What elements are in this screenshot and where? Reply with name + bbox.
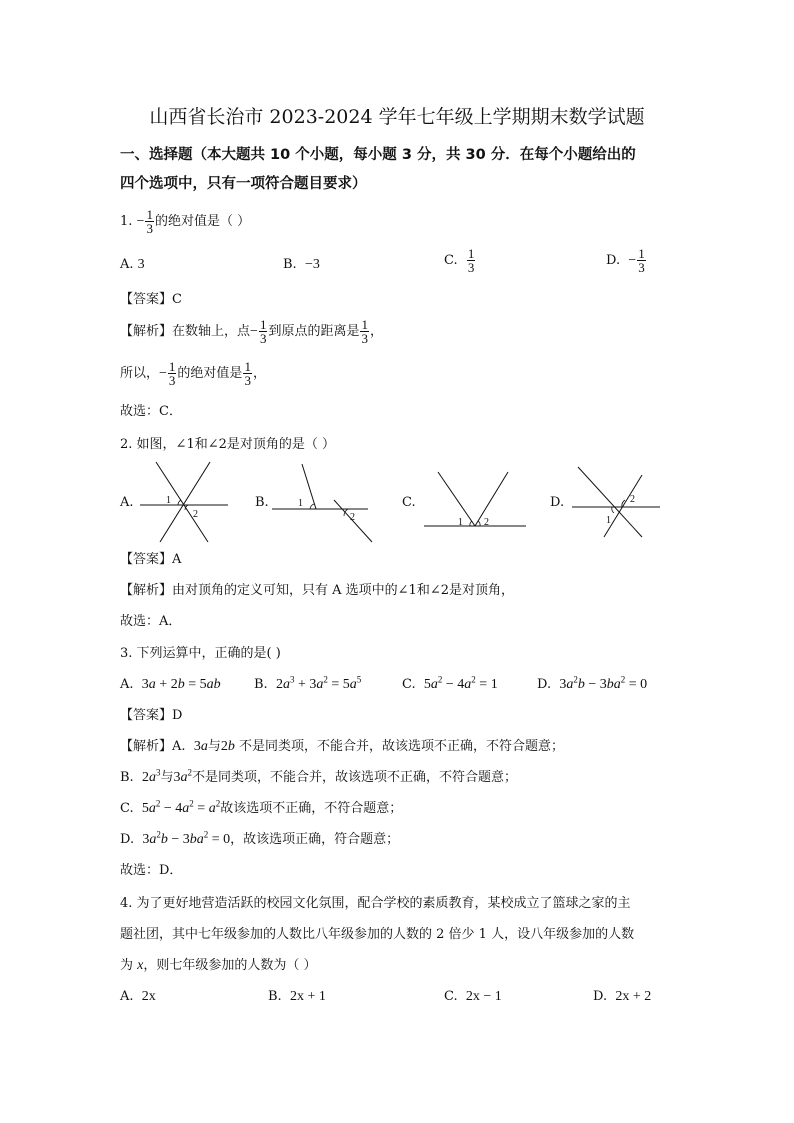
- q2-diagram-b: [272, 462, 374, 544]
- q3-stem: 3. 下列运算中，正确的是( ): [120, 646, 281, 661]
- q1-stem: [120, 208, 250, 235]
- svg-text:1: 1: [298, 498, 303, 509]
- q2-option-c-label: C.: [402, 495, 416, 510]
- q1-option-b: B. −3: [283, 257, 320, 272]
- q2-diagram-a: [138, 460, 230, 544]
- q1-option-d-fraction: $\frac{1}{3}$: [638, 246, 645, 275]
- q3-analysis-d: D. $3a^2b - 3ba^2 = 0$，故该选项正确，符合题意；: [120, 829, 400, 847]
- q1-stem-text: 的绝对值是（ ）: [154, 214, 251, 229]
- q1-analysis-line2: 所以，− $\frac{1}{3}$ 的绝对值是 $\frac{1}{3}$ ，: [120, 359, 266, 388]
- q2-option-b-label: B.: [255, 495, 269, 510]
- q2-conclusion: 故选：A．: [120, 614, 182, 629]
- svg-text:1: 1: [166, 495, 171, 506]
- q1-analysis-line1: 【解析】在数轴上，点− $\frac{1}{3}$ 到原点的距离是 $\frac{1}{3}$ ，: [120, 317, 383, 346]
- q4-stem-line3: 为 x，则七年级参加的人数为（ ）: [120, 958, 317, 973]
- q1-minus: −: [136, 214, 145, 229]
- section-heading-line1: 一、选择题（本大题共 10 个小题，每小题 3 分，共 30 分．在每个小题给出的: [120, 147, 636, 163]
- svg-text:2: 2: [630, 494, 635, 505]
- q1-option-c-fraction: $\frac{1}{3}$: [467, 246, 475, 275]
- q4-stem-line2: 题社团，其中七年级参加的人数比八年级参加的人数的 2 倍少 1 人，设八年级参加的人数: [120, 927, 635, 942]
- q2-answer: 【答案】A: [120, 552, 182, 567]
- q1-option-d: D. − $\frac{1}{3}$: [606, 246, 645, 275]
- q3-analysis-c: C. $5a^2 - 4a^2 = a^2$故该选项不正确，不符合题意；: [120, 798, 403, 816]
- svg-text:1: 1: [606, 515, 611, 526]
- section-heading-line2: 四个选项中，只有一项符合题目要求）: [120, 176, 367, 192]
- q4-option-d: D. 2x + 2: [593, 989, 652, 1004]
- q1-option-c: C. $\frac{1}{3}$: [444, 246, 475, 275]
- q2-diagram-d: [570, 465, 662, 545]
- svg-text:2: 2: [484, 517, 489, 528]
- q2-stem: 2. 如图，∠1和∠2是对顶角的是（ ）: [120, 437, 336, 452]
- q1-fraction: $\frac{1}{3}$: [146, 207, 153, 236]
- svg-text:2: 2: [350, 512, 355, 523]
- q3-analysis-a: 【解析】A. 3a与2b 不是同类项，不能合并，故该选项不正确，不符合题意；: [120, 739, 564, 754]
- q3-conclusion: 故选：D．: [120, 863, 183, 878]
- q2-diagram-c: [420, 468, 530, 532]
- q1-number: 1.: [120, 214, 133, 229]
- q4-option-c: C. 2x − 1: [444, 989, 502, 1004]
- q3-option-b: B. $2a^3 + 3a^2 = 5a^5$: [254, 674, 362, 692]
- q2-option-a-label: A.: [120, 495, 134, 510]
- q3-option-d: D. $3a^2b - 3ba^2 = 0$: [537, 674, 648, 692]
- q4-stem-line1: 4. 为了更好地营造活跃的校园文化氛围，配合学校的素质教育，某校成立了篮球之家的主: [120, 896, 631, 911]
- page-title: 山西省长治市 2023-2024 学年七年级上学期期末数学试题: [149, 106, 645, 128]
- q2-option-d-label: D.: [550, 495, 565, 510]
- q3-option-a: A. 3a + 2b = 5ab: [120, 677, 221, 692]
- svg-text:1: 1: [458, 517, 463, 528]
- svg-text:2: 2: [193, 509, 198, 520]
- q4-option-b: B. 2x + 1: [268, 989, 326, 1004]
- q3-option-c: C. $5a^2 - 4a^2 = 1$: [402, 674, 498, 692]
- q1-option-a: A. 3: [120, 257, 145, 272]
- q2-analysis: 【解析】由对顶角的定义可知，只有 A 选项中的∠1和∠2是对顶角，: [120, 583, 514, 598]
- q1-answer: 【答案】C: [120, 292, 182, 307]
- q4-option-a: A. 2x: [120, 989, 156, 1004]
- q3-answer: 【答案】D: [120, 708, 183, 723]
- q3-analysis-b: B. $2a^3$与$3a^2$不是同类项，不能合并，故该选项不正确，不符合题意；: [120, 767, 517, 785]
- q1-conclusion: 故选：C．: [120, 404, 182, 419]
